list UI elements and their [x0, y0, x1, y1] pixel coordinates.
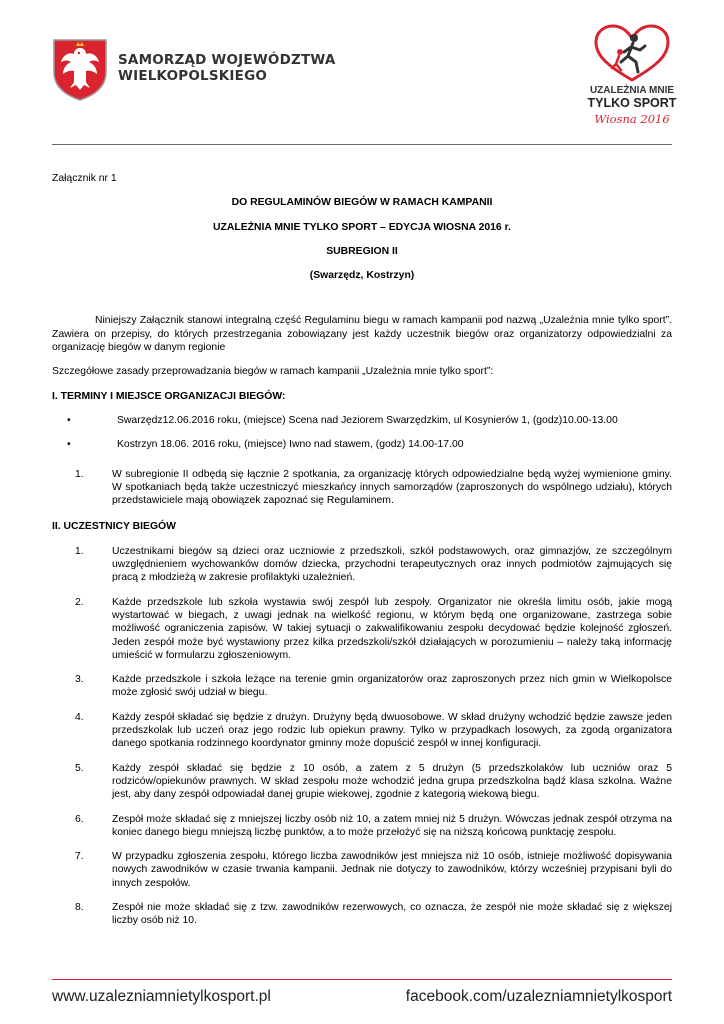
list-item-text: W przypadku zgłoszenia zespołu, którego liczba zawodników jest mniejsza niż 10 osób, istnieje możliwość dopisywania nowych zawodników w czasie trwania kampanii. Jednak nie dotyczy to zawodników, którzy wcześniej przypisani byli do innych zespołów. — [112, 851, 672, 889]
list-item — [52, 850, 672, 890]
campaign-logo-line2: TYLKO SPORT — [587, 96, 677, 110]
document-body — [52, 172, 672, 928]
list-item-text: Każdy zespół składać się będzie z 10 osób, a zatem z 5 drużyn (5 przedszkolaków lub uczniów oraz 5 rodziców/opiekunów prawnych. W skład zespołu może wchodzić jedna grupa przedszkolna bądź klasa szkolna. Ważne jest, aby dany zespół odpowiadał danej grupie wiekowej, zgodnie z kategorią wiekową biegu. — [112, 762, 672, 801]
list-item-text: Zespół nie może składać się z tzw. zawodników rezerwowych, co oznacza, że zespół nie może składać się z większej liczby osób niż 10. — [112, 901, 672, 927]
section-2-list — [52, 545, 672, 928]
organization-name-line2: WIELKOPOLSKIEGO — [118, 68, 268, 84]
bullet-icon: • — [67, 439, 71, 451]
document-title-4: (Swarzędz, Kostrzyn) — [309, 270, 415, 282]
list-item — [52, 596, 672, 662]
list-item-text: W subregionie II odbędą się łącznie 2 spotkania, za organizację których odpowiedzialne będą wyżej wymienione gminy. W spotkaniach będą także uczestniczyć mieszkańcy innych samorządów (zaproszonych do wspólnego udziału), których przedstawiciele mają obowiązek zapoznać się Regulaminem. — [112, 468, 672, 507]
attachment-label: Załącznik nr 1 — [52, 173, 117, 184]
list-item — [52, 673, 672, 700]
list-item — [52, 901, 672, 928]
item-number: 8. — [75, 901, 84, 913]
list-item-text: Zespół może składać się z mniejszej liczby osób niż 10, a zatem mniej niż 5 drużyn. Wówczas jednak zespół otrzyma na koniec danego biegu mniejszą liczbę punktów, a to może przełożyć się na niższą końcową punktację zespołu. — [112, 813, 672, 838]
list-item — [52, 762, 672, 802]
list-item — [52, 468, 672, 508]
item-number: 5. — [75, 762, 84, 774]
item-number: 1. — [75, 545, 84, 557]
list-item — [52, 813, 672, 840]
section-1-list — [52, 468, 672, 508]
list-item-text: Kostrzyn 18.06. 2016 roku, (miejsce) Iwno nad stawem, (godz) 14.00-17.00 — [117, 439, 464, 451]
section-1-heading: I. TERMINY I MIEJSCE ORGANIZACJI BIEGÓW: — [52, 390, 286, 402]
document-title-1: DO REGULAMINÓW BIEGÓW W RAMACH KAMPANII — [231, 197, 493, 209]
website-link[interactable]: www.uzalezniamnietylkosport.pl — [52, 988, 271, 1005]
organization-name — [118, 52, 336, 84]
document-title-3: SUBREGION II — [326, 245, 398, 257]
intro-paragraph: Niniejszy Załącznik stanowi integralną część Regulaminu biegu w ramach kampanii pod nazwą „Uzależnia mnie tylko sport”. Zawiera on przepisy, do których przestrzegania zobowiązany jest każdy uczestnik biegów oraz organizatorzy odpowiedzialni za organizację biegów w danym regionie — [52, 315, 672, 354]
facebook-link[interactable]: facebook.com/uzalezniamnietylkosport — [405, 988, 672, 1005]
item-number: 6. — [75, 813, 84, 825]
coat-of-arms-logo — [52, 38, 108, 102]
document-title-2: UZALEŻNIA MNIE TYLKO SPORT – EDYCJA WIOSNA 2016 r. — [213, 221, 511, 233]
list-item-text: Swarzędz12.06.2016 roku, (miejsce) Scena nad Jeziorem Swarzędzkim, ul Kosynierów 1, (godz)10.00-13.00 — [117, 414, 618, 426]
bullet-icon: • — [67, 414, 71, 426]
list-item-text: Uczestnikami biegów są dzieci oraz uczniowie z przedszkoli, szkół podstawowych, oraz gimnazjów, ze szczególnym uwzględnieniem wychowanków domów dziecka, przychodni terapeutycznych oraz innych podmiotów zajmujących się pracą z młodzieżą w zakresie profilaktyki uzależnień. — [112, 545, 672, 584]
list-item — [52, 438, 672, 451]
list-item — [52, 711, 672, 751]
header-divider — [52, 144, 672, 145]
campaign-logo-line1: UZALEŻNIA MNIE — [589, 85, 675, 96]
campaign-logo-line3: Wiosna 2016 — [594, 112, 670, 126]
details-paragraph: Szczegółowe zasady przeprowadzania biegów w ramach kampanii „Uzależnia mnie tylko sport”: — [52, 366, 494, 378]
item-number: 2. — [75, 596, 84, 608]
organization-name-line1: SAMORZĄD WOJEWÓDZTWA — [118, 52, 336, 68]
item-number: 4. — [75, 711, 84, 723]
item-number: 1. — [75, 468, 84, 480]
campaign-logo — [578, 22, 686, 134]
heart-runner-icon — [578, 22, 686, 84]
item-number: 3. — [75, 674, 84, 686]
list-item-text: Każde przedszkole lub szkoła wystawia swój zespół lub zespoły. Organizator nie określa limitu osób, jakie mogą wystartować w biegach, z uwagi jednak na wielkość regionu, w którym będą one organizowane, zastrzega sobie możliwość ograniczenia zapisów. W takiej sytuacji o zakwalifikowaniu zespołu decydować będzie kolejność zgłoszeń. Jeden zespół może być wystawiony przez kilka przedszkoli/szkół działających w porozumieniu – należy taką informację umieścić w formularzu zgłoszeniowym. — [112, 596, 672, 661]
list-item-text: Każdy zespół składać się będzie z drużyn. Drużyny będą dwuosobowe. W skład drużyny wchodzić będzie zawsze jeden przedszkolak lub uczeń oraz jego rodzic lub opiekun prawny. Tylko w przypadkach losowych, za zgodą organizatora danego spotkania rodzinnego koordynator gminny może dopuścić zespół w innej konfiguracji. — [112, 711, 672, 750]
section-1-bullets — [52, 414, 672, 452]
footer-divider — [52, 979, 672, 980]
section-2-heading: II. UCZESTNICY BIEGÓW — [52, 521, 176, 533]
list-item — [52, 545, 672, 585]
item-number: 7. — [75, 851, 84, 863]
list-item — [52, 414, 672, 427]
page-header — [0, 0, 724, 150]
list-item-text: Każde przedszkole i szkoła leżące na terenie gmin organizatorów oraz zaproszonych przez nich gmin w Wielkopolsce może zgłosić swój udział w biegu. — [112, 674, 672, 699]
